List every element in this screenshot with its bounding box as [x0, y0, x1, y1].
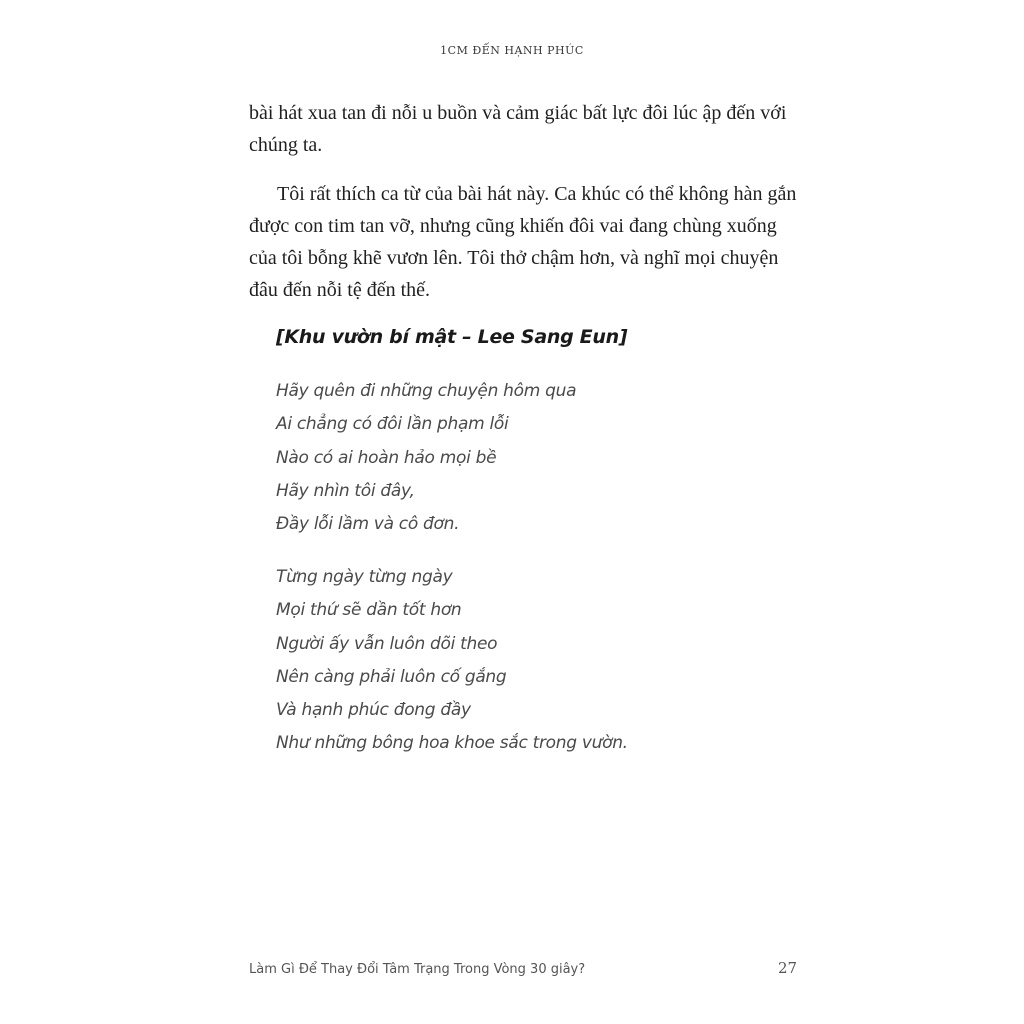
lyric-line: Và hạnh phúc đong đầy: [276, 700, 471, 721]
lyric-line: Từng ngày từng ngày: [276, 567, 453, 587]
body-paragraph-2: Tôi rất thích ca từ của bài hát này. Ca khúc có thể không hàn gắn được con tim tan vỡ, nhưng cũng khiến đôi vai đang chùng xuống của tôi bỗng khẽ vươn lên. Tôi thở chậm hơn, và nghĩ mọi chuyện đâu đến nỗi tệ đến thế.: [249, 183, 797, 301]
lyric-line: Như những bông hoa khoe sắc trong vườn.: [276, 733, 628, 754]
lyric-line: Nên càng phải luôn cố gắng: [276, 666, 507, 687]
body-paragraph-1: bài hát xua tan đi nỗi u buồn và cảm giác bất lực đôi lúc ập đến với chúng ta.: [249, 102, 787, 156]
lyric-line: Hãy nhìn tôi đây,: [276, 480, 415, 501]
lyric-line: Mọi thứ sẽ dần tốt hơn: [276, 600, 462, 621]
lyrics-stanza-1: [276, 375, 576, 541]
running-header: 1CM ĐẾN HẠNH PHÚC: [440, 44, 584, 57]
lyric-line: Người ấy vẫn luôn dõi theo: [276, 633, 498, 654]
lyric-line: Đầy lỗi lầm và cô đơn.: [276, 514, 460, 535]
running-footer-title: Làm Gì Để Thay Đổi Tâm Trạng Trong Vòng 30 giây?: [249, 962, 586, 977]
song-title: [Khu vườn bí mật – Lee Sang Eun]: [276, 326, 628, 348]
lyrics-stanza-2: [276, 561, 628, 761]
lyric-line: Ai chẳng có đôi lần phạm lỗi: [276, 414, 509, 435]
page-number: 27: [778, 959, 798, 977]
lyric-line: Nào có ai hoàn hảo mọi bề: [276, 447, 497, 468]
lyric-line: Hãy quên đi những chuyện hôm qua: [276, 381, 577, 401]
